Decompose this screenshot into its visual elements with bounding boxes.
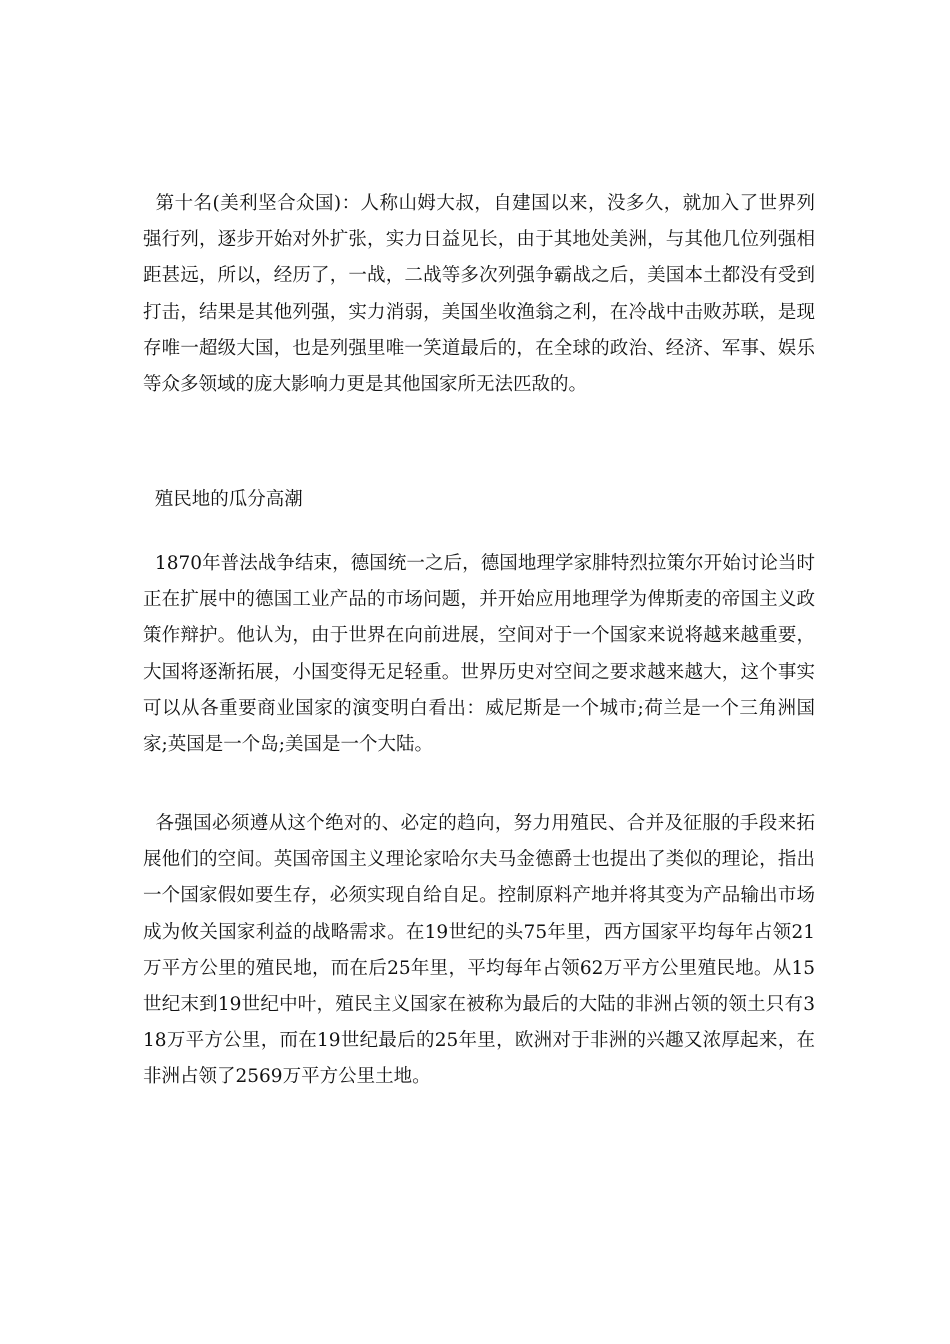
paragraph-colonial-expansion: 各强国必须遵从这个绝对的、必定的趋向，努力用殖民、合并及征服的手段来拓展他们的空间。英国帝国主义理论家哈尔夫马金德爵士也提出了类似的理论，指出一个国家假如要生存，必须实现自给自足。控制原料产地并将其变为产品输出市场成为攸关国家利益的战略需求。在19世纪的头75年里，西方国家平均每年占领21万平方公里的殖民地，而在后25年里，平均每年占领62万平方公里殖民地。从15世纪末到19世纪中叶，殖民主义国家在被称为最后的大陆的非洲占领的领土只有318万平方公里，而在19世纪最后的25年里，欧洲对于非洲的兴趣又浓厚起来，在非洲占领了2569万平方公里土地。: [143, 813, 815, 1088]
paragraph-usa: 第十名(美利坚合众国)：人称山姆大叔，自建国以来，没多久，就加入了世界列强行列，逐步开始对外扩张，实力日益见长，由于其地处美洲，与其他几位列强相距甚远，所以，经历了，一战，二战等多次列强争霸战之后，美国本土都没有受到打击，结果是其他列强，实力消弱，美国坐收渔翁之利，在冷战中击败苏联，是现存唯一超级大国，也是列强里唯一笑道最后的，在全球的政治、经济、军事、娱乐等众多领域的庞大影响力更是其他国家所无法匹敌的。: [143, 193, 815, 396]
section-heading: 殖民地的瓜分高潮: [143, 489, 303, 510]
paragraph-ratzel: 1870年普法战争结束，德国统一之后，德国地理学家腓特烈拉策尔开始讨论当时正在扩展中的德国工业产品的市场问题，并开始应用地理学为俾斯麦的帝国主义政策作辩护。他认为，由于世界在向前进展，空间对于一个国家来说将越来越重要，大国将逐渐拓展，小国变得无足轻重。世界历史对空间之要求越来越大，这个事实可以从各重要商业国家的演变明白看出：威尼斯是一个城市;荷兰是一个三角洲国家;英国是一个岛;美国是一个大陆。: [143, 553, 815, 756]
